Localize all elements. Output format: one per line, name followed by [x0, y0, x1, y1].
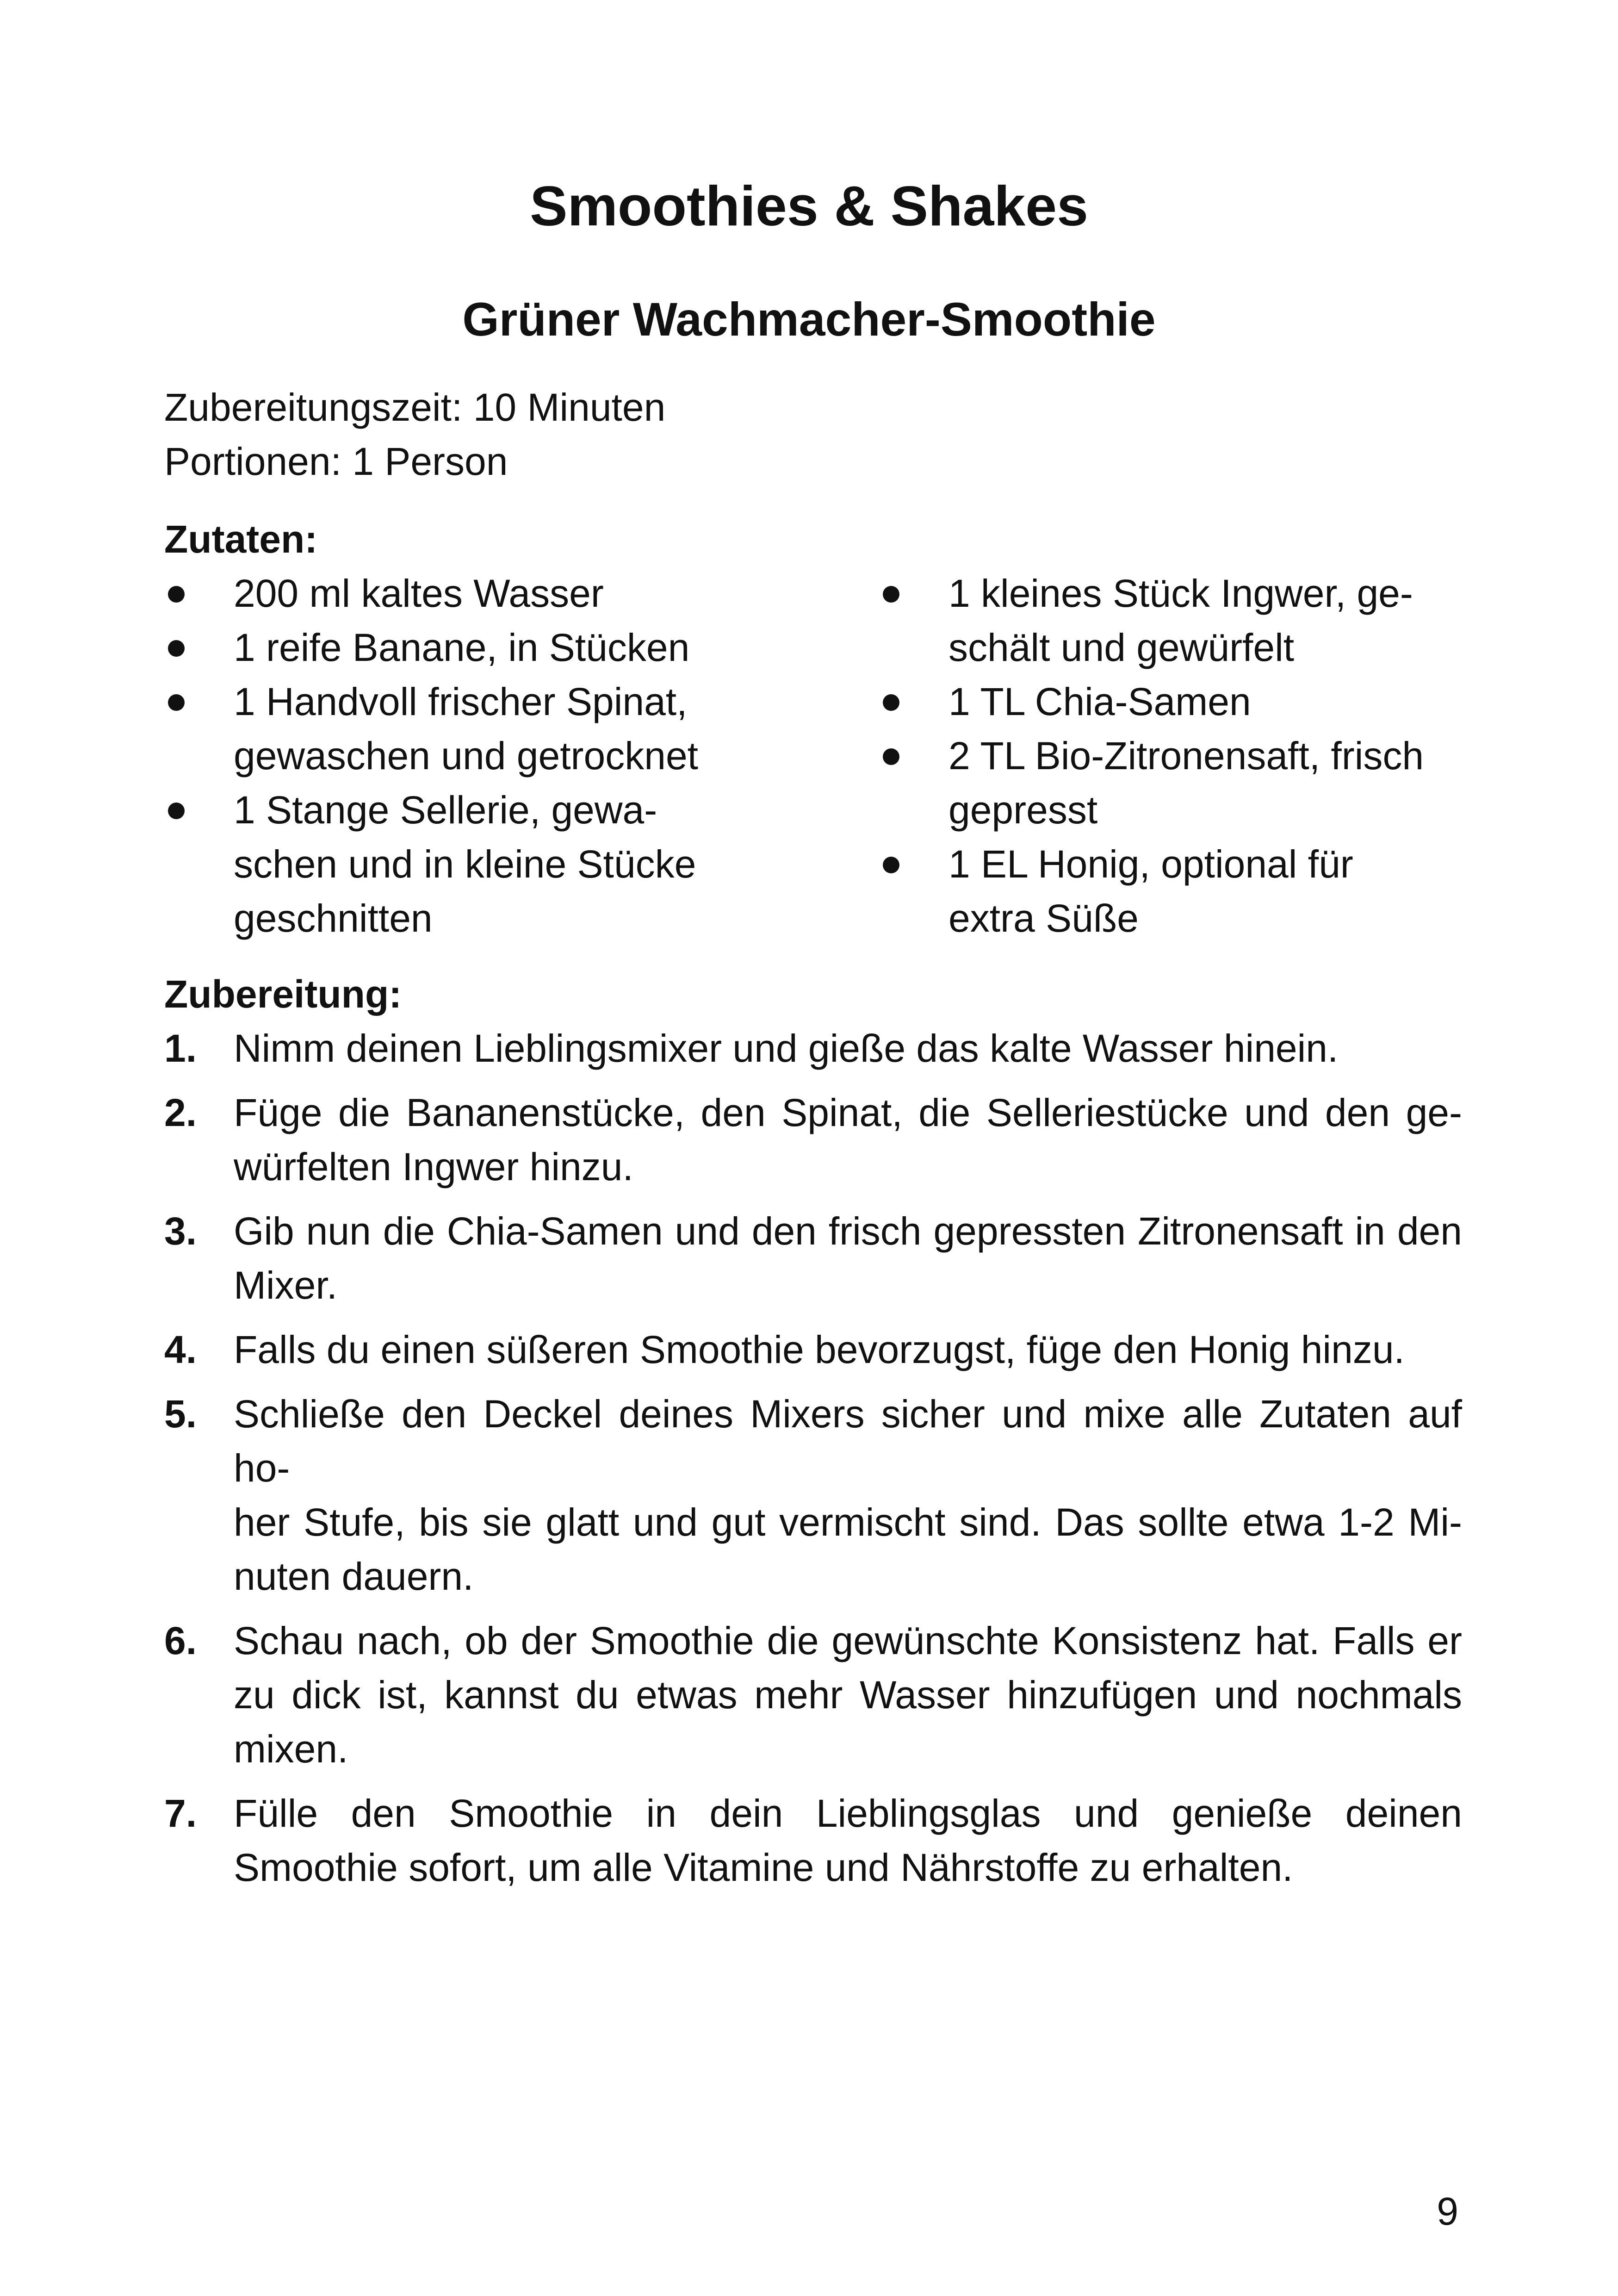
- ingredient-text: 1 Handvoll frischer Spinat,: [234, 680, 688, 723]
- ingredients-list-right: [879, 566, 1476, 946]
- step-item: [164, 1786, 1462, 1895]
- step-number: 1.: [164, 1027, 197, 1070]
- step-item: [164, 1614, 1462, 1776]
- ingredient-text: geschnitten: [234, 896, 433, 940]
- step-item: [164, 1204, 1462, 1313]
- prep-time: Zubereitungszeit: 10 Minuten: [164, 386, 666, 429]
- ingredient-text: gepresst: [948, 788, 1098, 832]
- chapter-title: Smoothies & Shakes: [530, 174, 1088, 237]
- step-text: mixen.: [234, 1727, 348, 1771]
- page-number: 9: [1437, 2190, 1458, 2233]
- step-text: zu dick ist, kannst du etwas mehr Wasser hinzufügen und nochmals: [234, 1673, 1462, 1717]
- bullet-icon: [168, 640, 185, 657]
- step-text: Füge die Bananenstücke, den Spinat, die Selleriestücke und den ge-: [234, 1091, 1462, 1134]
- step-item: [164, 1086, 1462, 1194]
- bullet-icon: [883, 586, 899, 603]
- step-text: würfelten Ingwer hinzu.: [234, 1145, 633, 1188]
- recipe-meta: [164, 380, 1462, 489]
- recipe-title: Grüner Wachmacher-Smoothie: [462, 293, 1156, 346]
- step-number: 6.: [164, 1619, 197, 1662]
- ingredient-text: 1 TL Chia-Samen: [948, 680, 1251, 723]
- ingredient-text: 1 Stange Sellerie, gewa-: [234, 788, 657, 832]
- step-text: Schau nach, ob der Smoothie die gewünschte Konsistenz hat. Falls er: [234, 1619, 1462, 1662]
- step-text: Schließe den Deckel deines Mixers sicher und mixe alle Zutaten auf ho-: [234, 1392, 1462, 1490]
- bullet-icon: [168, 694, 185, 711]
- bullet-icon: [168, 803, 185, 819]
- step-number: 2.: [164, 1091, 197, 1134]
- ingredient-text: 2 TL Bio-Zitronensaft, frisch: [948, 734, 1424, 778]
- ingredient-item: [879, 566, 1476, 675]
- ingredient-item: [164, 675, 747, 783]
- step-text: her Stufe, bis sie glatt und gut vermischt sind. Das sollte etwa 1-2 Mi-: [234, 1500, 1462, 1544]
- step-text: Mixer.: [234, 1263, 338, 1307]
- bullet-icon: [883, 857, 899, 873]
- step-text: nuten dauern.: [234, 1555, 474, 1598]
- step-number: 7.: [164, 1792, 197, 1835]
- ingredient-text: 1 EL Honig, optional für: [948, 842, 1353, 886]
- ingredient-text: schen und in kleine Stücke: [234, 842, 696, 886]
- ingredient-text: extra Süße: [948, 896, 1139, 940]
- bullet-icon: [168, 586, 185, 603]
- ingredient-item: [879, 837, 1476, 946]
- bullet-icon: [883, 694, 899, 711]
- step-text: Gib nun die Chia-Samen und den frisch gepressten Zitronensaft in den: [234, 1209, 1462, 1253]
- ingredient-item: [879, 675, 1476, 729]
- ingredient-item: [164, 783, 747, 946]
- step-text: Nimm deinen Lieblingsmixer und gieße das kalte Wasser hinein.: [234, 1027, 1339, 1070]
- step-text: Smoothie sofort, um alle Vitamine und Nährstoffe zu erhalten.: [234, 1846, 1293, 1889]
- ingredient-text: schält und gewürfelt: [948, 626, 1295, 669]
- ingredient-text: gewaschen und getrocknet: [234, 734, 699, 778]
- step-text: Fülle den Smoothie in dein Lieblingsglas und genieße deinen: [234, 1792, 1462, 1835]
- step-number: 5.: [164, 1392, 197, 1436]
- ingredients-heading: Zutaten:: [164, 517, 318, 561]
- ingredient-text: 200 ml kaltes Wasser: [234, 572, 604, 615]
- ingredient-item: [879, 729, 1476, 837]
- step-item: [164, 1021, 1462, 1076]
- servings: Portionen: 1 Person: [164, 440, 508, 483]
- step-text: Falls du einen süßeren Smoothie bevorzugst, füge den Honig hinzu.: [234, 1328, 1405, 1371]
- step-item: [164, 1323, 1462, 1377]
- ingredients-list-left: [164, 566, 747, 946]
- bullet-icon: [883, 748, 899, 765]
- preparation-heading: Zubereitung:: [164, 972, 402, 1016]
- step-number: 3.: [164, 1209, 197, 1253]
- ingredient-text: 1 reife Banane, in Stücken: [234, 626, 690, 669]
- step-number: 4.: [164, 1328, 197, 1371]
- preparation-steps: [164, 1021, 1462, 1905]
- ingredient-item: [164, 566, 747, 621]
- ingredient-item: [164, 621, 747, 675]
- ingredient-text: 1 kleines Stück Ingwer, ge-: [948, 572, 1413, 615]
- step-item: [164, 1387, 1462, 1604]
